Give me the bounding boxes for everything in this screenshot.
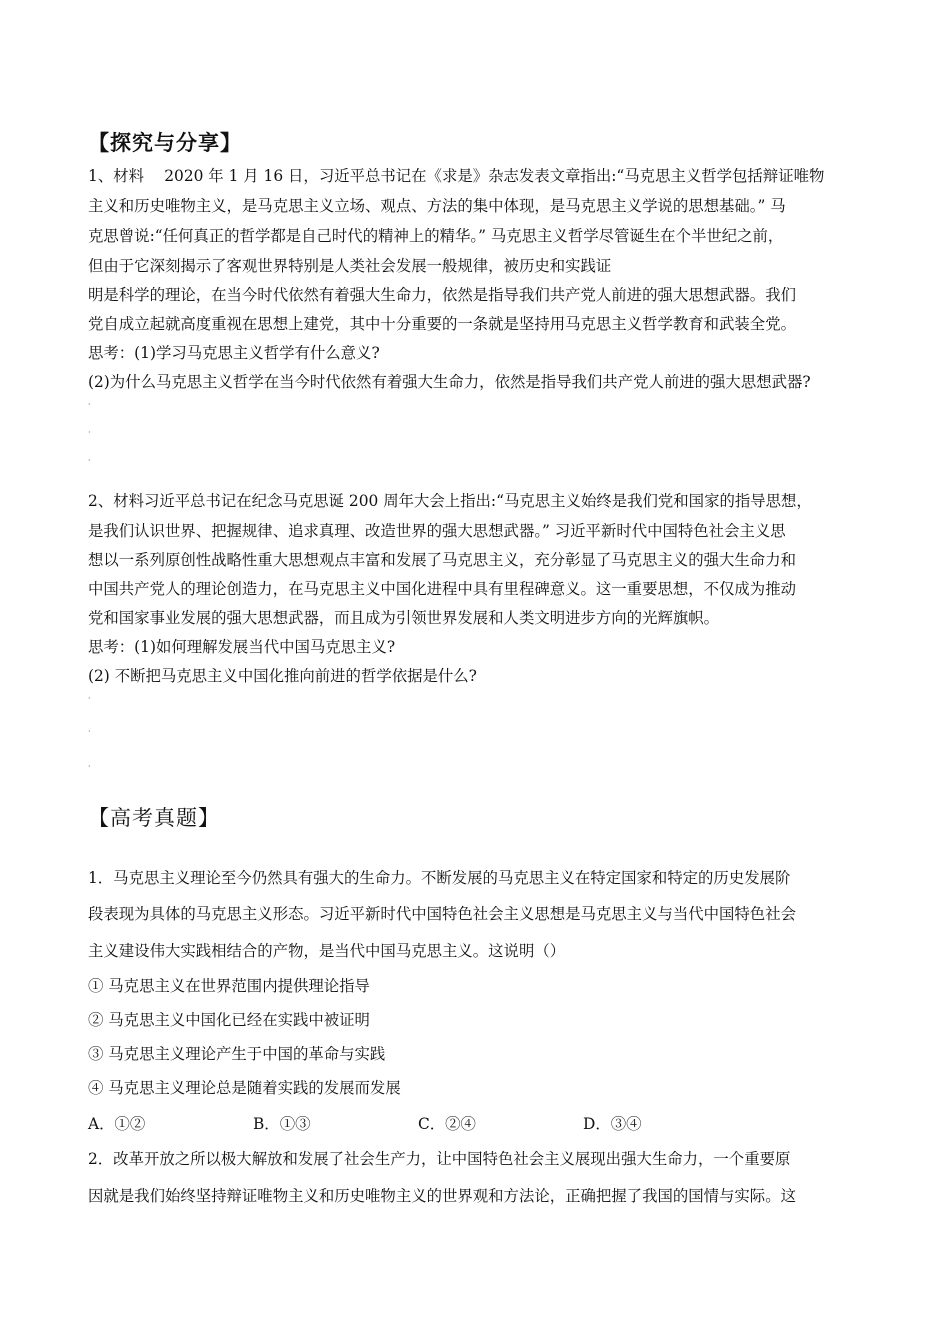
exam-q1-option-a: A．①② <box>88 1115 146 1133</box>
q1-think-line: (2)为什么马克思主义哲学在当今时代依然有着强大生命力，依然是指导我们共产党人前进的强大思想武器? <box>88 373 811 391</box>
answer-blank-marker: · <box>88 727 91 736</box>
section-heading-exam: 【高考真题】 <box>88 806 220 830</box>
answer-blank-marker: · <box>88 456 91 465</box>
q2-material-line: 党和国家事业发展的强大思想武器，而且成为引领世界发展和人类文明进步方向的光辉旗帜。 <box>88 609 720 627</box>
exam-q1-option-c: C．②④ <box>418 1115 476 1133</box>
exam-q1-statement: ④ 马克思主义理论总是随着实践的发展而发展 <box>88 1079 401 1097</box>
exam-q2-line: 2．改革开放之所以极大解放和发展了社会生产力，让中国特色社会主义展现出强大生命力，一个重要原 <box>88 1150 791 1168</box>
exam-q1-statement: ② 马克思主义中国化已经在实践中被证明 <box>88 1011 370 1029</box>
answer-blank-marker: · <box>88 762 91 771</box>
exam-q1-line: 1．马克思主义理论至今仍然具有强大的生命力。不断发展的马克思主义在特定国家和特定的历史发展阶 <box>88 869 791 887</box>
q2-think-line: 思考：(1)如何理解发展当代中国马克思主义? <box>88 638 396 656</box>
q2-material-line: 中国共产党人的理论创造力，在马克思主义中国化进程中具有里程碑意义。这一重要思想，不仅成为推动 <box>88 580 796 598</box>
answer-blank-marker: · <box>88 694 91 703</box>
exam-q1-line: 段表现为具体的马克思主义形态。习近平新时代中国特色社会主义思想是马克思主义与当代中国特色社会 <box>88 905 796 923</box>
answer-blank-marker: · <box>88 428 91 437</box>
q2-material-line: 想以一系列原创性战略性重大思想观点丰富和发展了马克思主义，充分彰显了马克思主义的强大生命力和 <box>88 551 796 569</box>
exam-q2-line: 因就是我们始终坚持辩证唯物主义和历史唯物主义的世界观和方法论，正确把握了我国的国情与实际。这 <box>88 1187 796 1205</box>
q2-material-line: 2、材料习近平总书记在纪念马克思诞 200 周年大会上指出:“马克思主义始终是我们党和国家的指导思想， <box>88 492 812 510</box>
q1-think-line: 思考：(1)学习马克思主义哲学有什么意义? <box>88 344 380 362</box>
q1-material-line: 明是科学的理论，在当今时代依然有着强大生命力，依然是指导我们共产党人前进的强大思想武器。我们 <box>88 286 796 304</box>
q2-material-line: 是我们认识世界、把握规律、追求真理、改造世界的强大思想武器。” 习近平新时代中国特色社会主义思 <box>88 522 786 540</box>
exam-q1-statement: ① 马克思主义在世界范围内提供理论指导 <box>88 977 370 995</box>
section-heading-explore: 【探究与分享】 <box>88 131 242 155</box>
exam-q1-option-b: B．①③ <box>253 1115 311 1133</box>
q1-material-line: 主义和历史唯物主义，是马克思主义立场、观点、方法的集中体现，是马克思主义学说的思想基础。” 马 <box>88 197 786 215</box>
q1-material-line: 但由于它深刻揭示了客观世界特别是人类社会发展一般规律，被历史和实践证 <box>88 257 612 275</box>
answer-blank-marker: · <box>88 400 91 409</box>
q2-think-line: (2) 不断把马克思主义中国化推向前进的哲学依据是什么? <box>88 667 477 685</box>
q1-material-line: 党自成立起就高度重视在思想上建党，其中十分重要的一条就是坚持用马克思主义哲学教育和武装全党。 <box>88 315 796 333</box>
exam-q1-statement: ③ 马克思主义理论产生于中国的革命与实践 <box>88 1045 386 1063</box>
exam-q1-line: 主义建设伟大实践相结合的产物，是当代中国马克思主义。这说明（） <box>88 942 566 960</box>
exam-q1-option-d: D．③④ <box>583 1115 642 1133</box>
q1-material-line: 1、材料 2020 年 1 月 16 日，习近平总书记在《求是》杂志发表文章指出:“马克思主义哲学包括辩证唯物 <box>88 167 825 185</box>
q1-material-line: 克思曾说:“任何真正的哲学都是自己时代的精神上的精华。” 马克思主义哲学尽管诞生在个半世纪之前， <box>88 227 784 245</box>
